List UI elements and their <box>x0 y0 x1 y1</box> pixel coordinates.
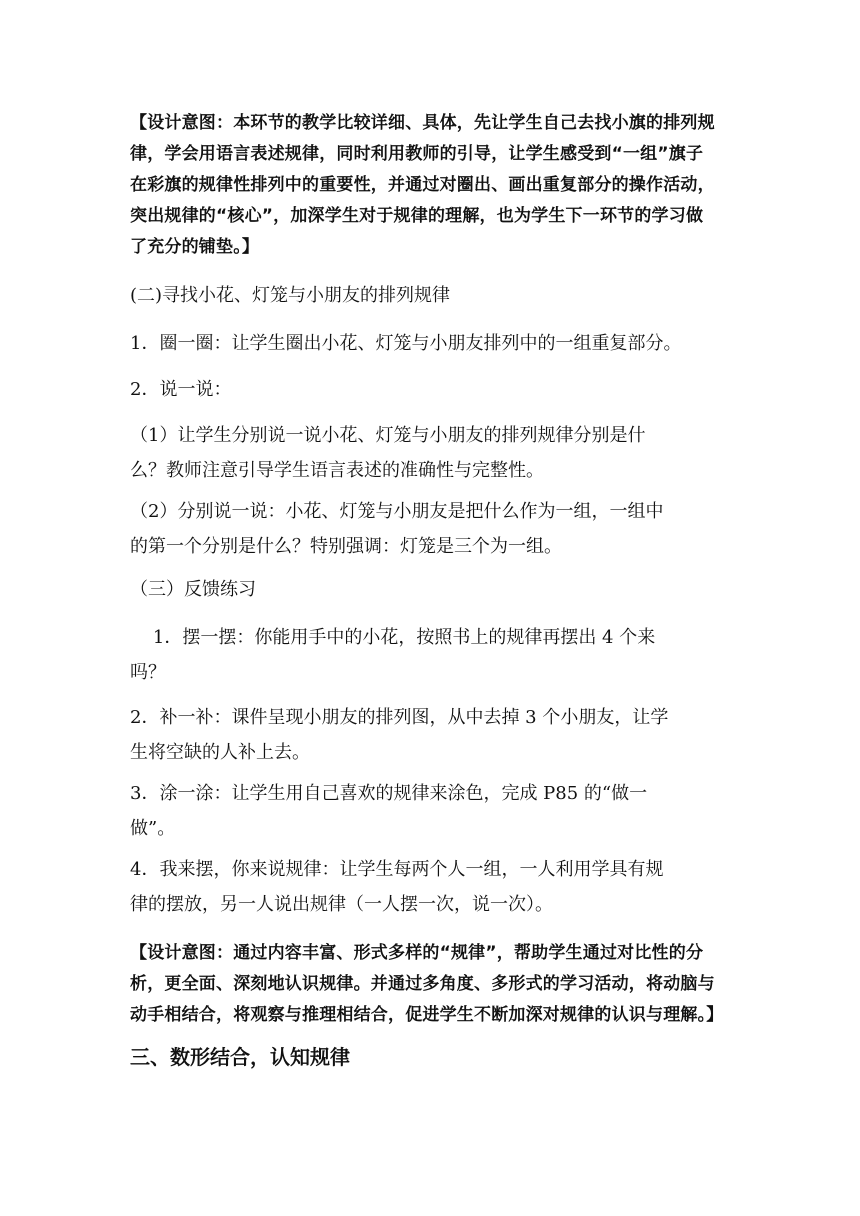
note-line: 突出规律的“核心”，加深学生对于规律的理解，也为学生下一环节的学习做 <box>130 206 704 226</box>
note-line: 律，学会用语言表述规律，同时利用教师的引导，让学生感受到“一组”旗子 <box>130 144 704 164</box>
note-line: 在彩旗的规律性排列中的重要性，并通过对圈出、画出重复部分的操作活动， <box>130 175 715 195</box>
section-2-title: (二)寻找小花、灯笼与小朋友的排列规律 <box>130 285 451 306</box>
practice-item-3: 3．涂一涂：让学生用自己喜欢的规律来涂色，完成 P85 的“做一 做”。 <box>130 783 648 839</box>
note-line: 【设计意图：本环节的教学比较详细、具体，先让学生自己去找小旗的排列规 <box>130 113 715 133</box>
design-intent-note-2 <box>130 938 740 1031</box>
note-line: 动手相结合，将观察与推理相结合，促进学生不断加深对规律的认识与理解。】 <box>130 1005 724 1025</box>
note-line: 【设计意图：通过内容丰富、形式多样的“规律”，帮助学生通过对比性的分 <box>130 943 704 963</box>
say-point-2: （2）分别说一说：小花、灯笼与小朋友是把什么作为一组，一组中 的第一个分别是什么？特别强调：灯笼是三个为一组。 <box>130 501 664 557</box>
part-3-heading: 三、数形结合，认知规律 <box>130 1045 350 1069</box>
practice-item-4: 4．我来摆，你来说规律：让学生每两个人一组，一人利用学具有规 律的摆放，另一人说出规律（一人摆一次，说一次）。 <box>130 859 664 915</box>
say-point-1: （1）让学生分别说一说小花、灯笼与小朋友的排列规律分别是什 么？教师注意引导学生语言表述的准确性与完整性。 <box>130 425 646 481</box>
practice-item-2: 2．补一补：课件呈现小朋友的排列图，从中去掉 3 个小朋友，让学 生将空缺的人补上去。 <box>130 707 669 763</box>
item-say: 2．说一说： <box>130 379 232 400</box>
section-3-title: （三）反馈练习 <box>130 579 256 600</box>
design-intent-note-1 <box>130 108 740 263</box>
note-line: 了充分的铺垫。】 <box>130 237 260 257</box>
item-circle: 1．圈一圈：让学生圈出小花、灯笼与小朋友排列中的一组重复部分。 <box>130 333 682 354</box>
note-line: 析，更全面、深刻地认识规律。并通过多角度、多形式的学习活动，将动脑与 <box>130 974 715 994</box>
practice-item-1: 1．摆一摆：你能用手中的小花，按照书上的规律再摆出 4 个来 吗？ <box>130 627 656 683</box>
